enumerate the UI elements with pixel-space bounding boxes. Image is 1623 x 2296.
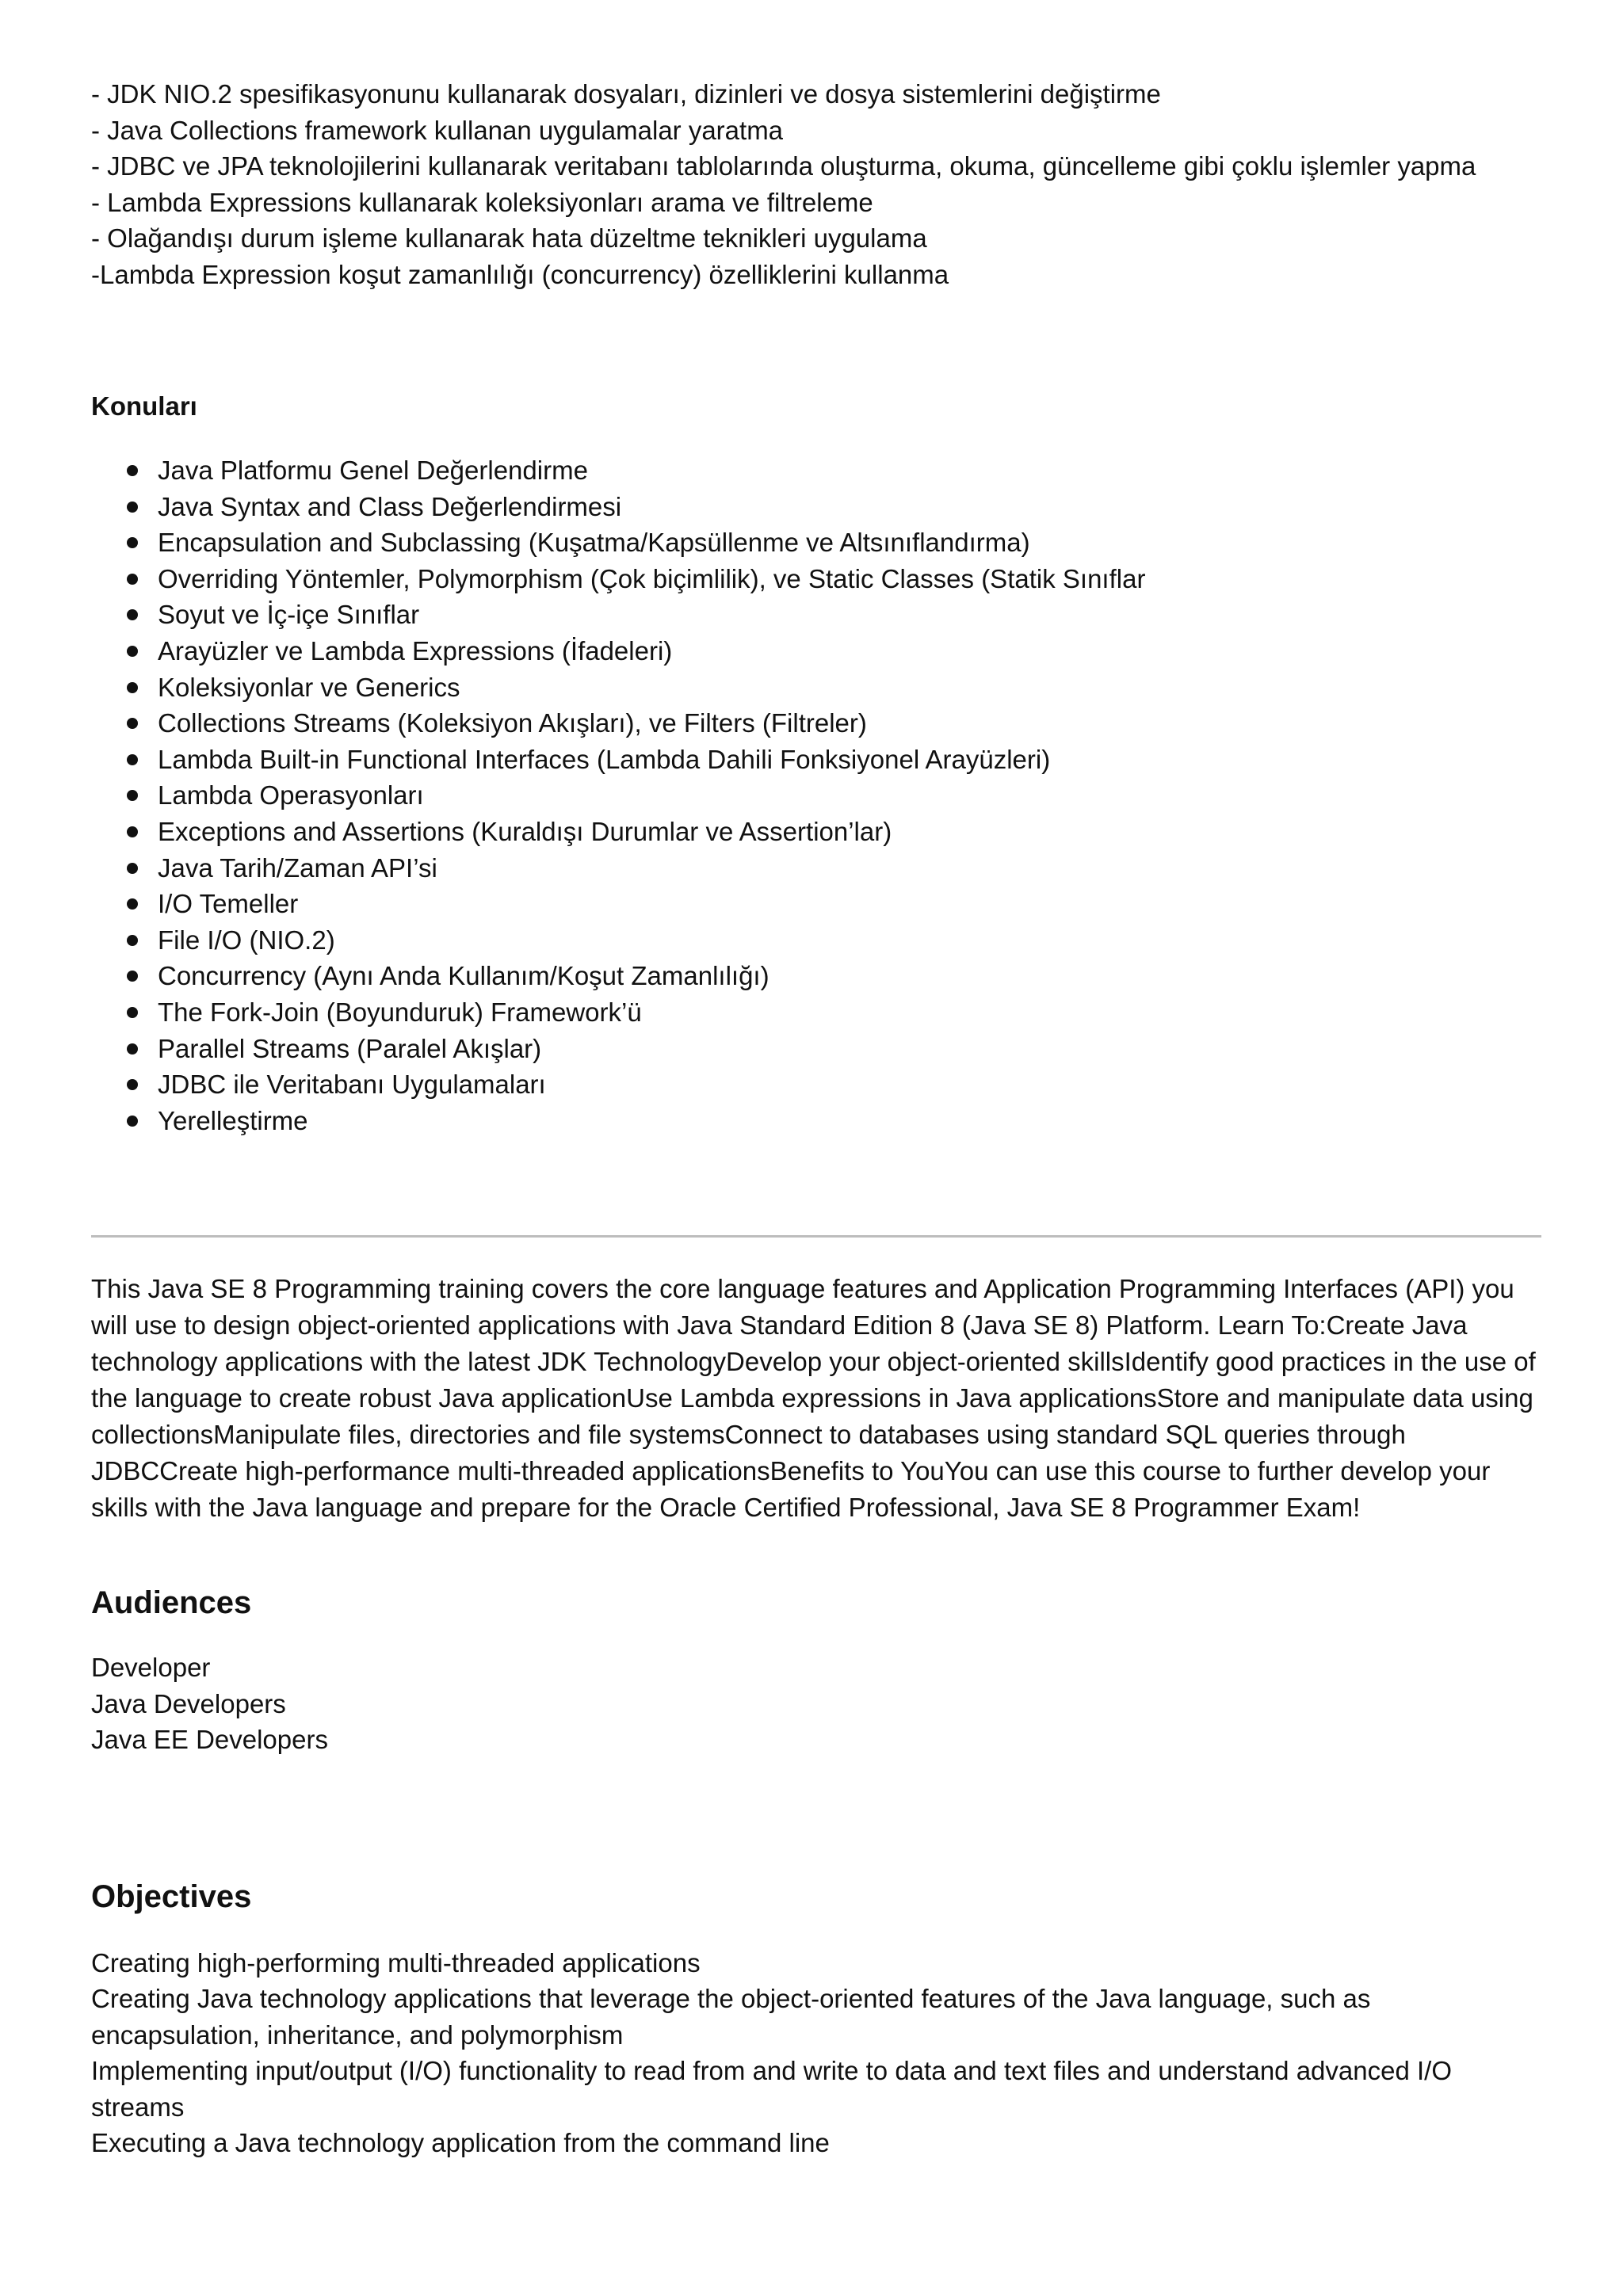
- objective-item: Implementing input/output (I/O) functionality to read from and write to data and text files and understand advanced I/O streams: [91, 2056, 1452, 2122]
- audience-item: Java EE Developers: [91, 1725, 328, 1755]
- bullet-icon: [127, 1007, 138, 1018]
- topic-text: I/O Temeller: [158, 889, 299, 919]
- topic-text: Lambda Operasyonları: [158, 780, 424, 810]
- topic-item: [91, 633, 1541, 669]
- topic-item: [91, 561, 1541, 597]
- konular-heading: Konuları: [91, 391, 197, 421]
- intro-line: - Lambda Expressions kullanarak koleksiyonları arama ve filtreleme: [91, 187, 873, 217]
- section-divider: [91, 1235, 1541, 1238]
- bullet-icon: [127, 790, 138, 801]
- bullet-icon: [127, 1043, 138, 1055]
- topic-text: Parallel Streams (Paralel Akışlar): [158, 1033, 542, 1063]
- topic-text: Java Syntax and Class Değerlendirmesi: [158, 491, 622, 521]
- bullet-icon: [127, 574, 138, 585]
- topic-item: [91, 958, 1541, 994]
- bullet-icon: [127, 935, 138, 946]
- intro-list: [91, 76, 1541, 292]
- course-description: This Java SE 8 Programming training covers the core language features and Application Programming Interfaces (API) you will use to design object-oriented applications with Java Standard Edition 8 (Java SE 8) Platform. Learn To:Create Java technology applications with the latest JDK TechnologyDevelop your object-oriented skillsIdentify good practices in the use of the language to create robust Java applicationUse Lambda expressions in Java applicationsStore and manipulate data using collectionsManipulate files, directories and file systemsConnect to databases using standard SQL queries through JDBCCreate high-performance multi-threaded applicationsBenefits to YouYou can use this course to further develop your skills with the Java language and prepare for the Oracle Certified Professional, Java SE 8 Programmer Exam!: [91, 1274, 1536, 1523]
- topic-item: [91, 669, 1541, 706]
- topic-item: [91, 850, 1541, 887]
- objective-item: Creating high-performing multi-threaded applications: [91, 1947, 701, 1978]
- intro-line: - JDBC ve JPA teknolojilerini kullanarak veritabanı tablolarında oluşturma, okuma, güncelleme gibi çoklu işlemler yapma: [91, 151, 1476, 181]
- objectives-heading: Objectives: [91, 1878, 252, 1914]
- topic-item: [91, 1066, 1541, 1103]
- topics-list: [91, 452, 1541, 1138]
- topic-text: Exceptions and Assertions (Kuraldışı Durumlar ve Assertion’lar): [158, 816, 892, 846]
- intro-line: - JDK NIO.2 spesifikasyonunu kullanarak dosyaları, dizinleri ve dosya sistemlerini değiştirme: [91, 79, 1161, 109]
- topic-item: [91, 489, 1541, 525]
- bullet-icon: [127, 863, 138, 874]
- topic-text: Java Tarih/Zaman API’si: [158, 852, 437, 883]
- topic-item: [91, 452, 1541, 489]
- bullet-icon: [127, 754, 138, 765]
- intro-line: -Lambda Expression koşut zamanlılığı (concurrency) özelliklerini kullanma: [91, 259, 949, 289]
- objective-item: Executing a Java technology application from the command line: [91, 2128, 830, 2158]
- topic-text: Soyut ve İç-içe Sınıflar: [158, 600, 420, 630]
- bullet-icon: [127, 465, 138, 476]
- bullet-icon: [127, 1079, 138, 1090]
- topic-text: File I/O (NIO.2): [158, 925, 335, 955]
- audiences-list: [91, 1650, 1541, 1758]
- topic-item: [91, 705, 1541, 742]
- bullet-icon: [127, 826, 138, 837]
- topic-text: Encapsulation and Subclassing (Kuşatma/Kapsüllenme ve Altsınıflandırma): [158, 528, 1030, 558]
- bullet-icon: [127, 1116, 138, 1127]
- bullet-icon: [127, 718, 138, 729]
- topic-text: Yerelleştirme: [158, 1105, 308, 1135]
- topic-item: [91, 524, 1541, 561]
- bullet-icon: [127, 682, 138, 693]
- topic-item: [91, 994, 1541, 1031]
- document-page: [91, 76, 1541, 2161]
- topic-text: Arayüzler ve Lambda Expressions (İfadeleri): [158, 635, 673, 666]
- topic-text: Java Platformu Genel Değerlendirme: [158, 456, 588, 485]
- bullet-icon: [127, 537, 138, 548]
- topic-text: Collections Streams (Koleksiyon Akışları), ve Filters (Filtreler): [158, 708, 867, 738]
- topic-item: [91, 777, 1541, 814]
- intro-line: - Java Collections framework kullanan uygulamalar yaratma: [91, 115, 784, 145]
- topic-item: [91, 1103, 1541, 1139]
- bullet-icon: [127, 971, 138, 982]
- bullet-icon: [127, 646, 138, 657]
- audience-item: Java Developers: [91, 1688, 286, 1718]
- objectives-list: [91, 1945, 1541, 2161]
- topic-item: [91, 1031, 1541, 1067]
- topic-text: Concurrency (Aynı Anda Kullanım/Koşut Zamanlılığı): [158, 961, 769, 991]
- topic-text: JDBC ile Veritabanı Uygulamaları: [158, 1070, 546, 1100]
- objective-item: Creating Java technology applications that leverage the object-oriented features of the Java language, such as encapsulation, inheritance, and polymorphism: [91, 1984, 1371, 2050]
- topic-text: The Fork-Join (Boyunduruk) Framework’ü: [158, 997, 642, 1027]
- intro-line: - Olağandışı durum işleme kullanarak hata düzeltme teknikleri uygulama: [91, 223, 927, 253]
- audiences-heading: Audiences: [91, 1585, 252, 1621]
- bullet-icon: [127, 898, 138, 910]
- topic-item: [91, 814, 1541, 850]
- topic-text: Overriding Yöntemler, Polymorphism (Çok biçimlilik), ve Static Classes (Statik Sınıflar: [158, 563, 1146, 593]
- audience-item: Developer: [91, 1653, 211, 1683]
- topic-item: [91, 597, 1541, 633]
- topic-text: Koleksiyonlar ve Generics: [158, 672, 460, 702]
- topic-item: [91, 886, 1541, 922]
- bullet-icon: [127, 502, 138, 513]
- topic-text: Lambda Built-in Functional Interfaces (Lambda Dahili Fonksiyonel Arayüzleri): [158, 744, 1051, 774]
- topic-item: [91, 922, 1541, 959]
- bullet-icon: [127, 609, 138, 620]
- topic-item: [91, 742, 1541, 778]
